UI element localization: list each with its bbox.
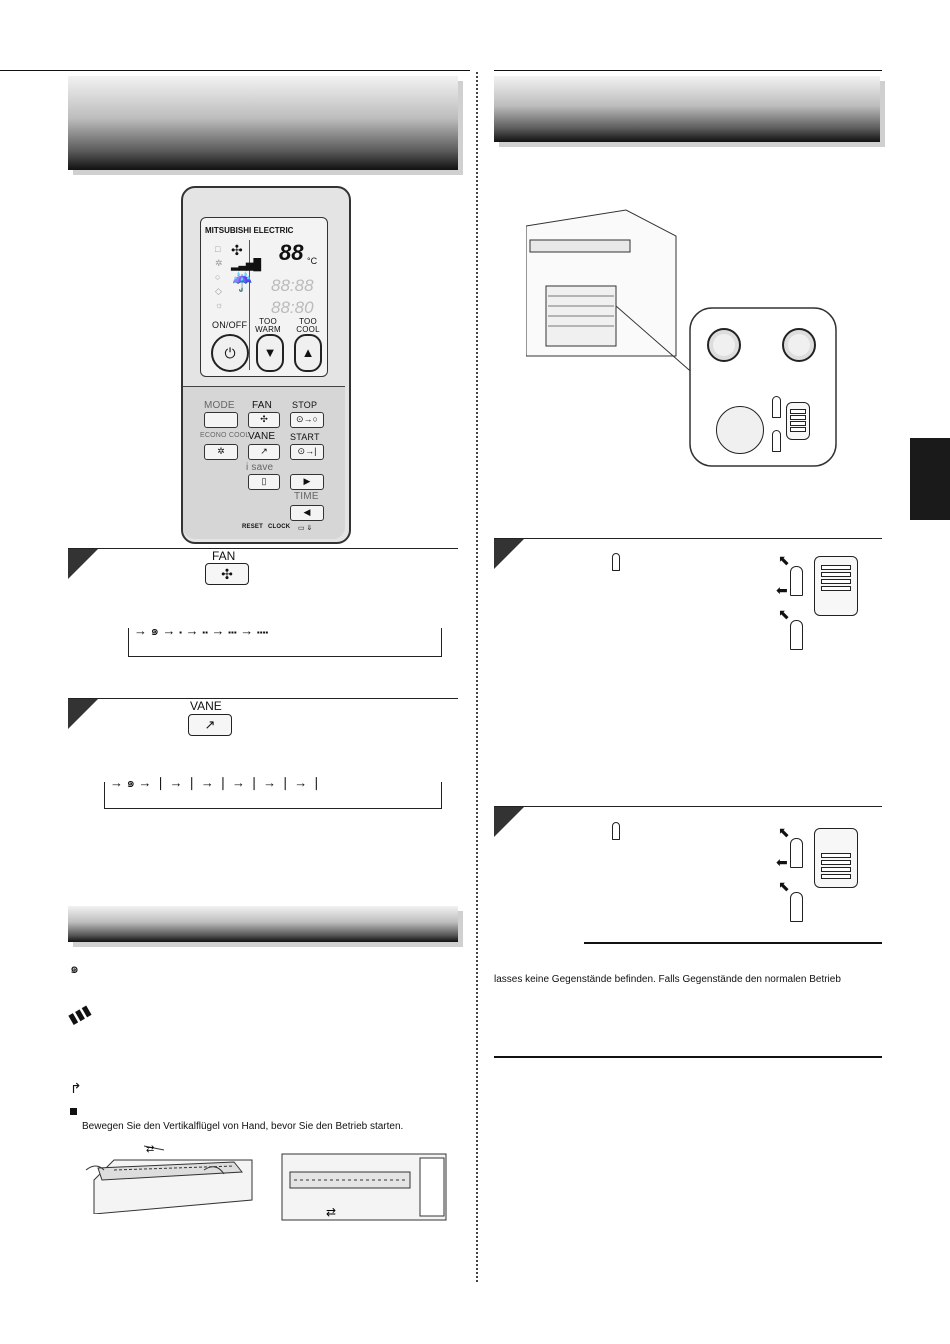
top-rule [0,70,470,71]
fan-bars-2-icon: ▪▪ [202,628,208,637]
vane-switch-down [814,828,858,888]
on-off-label: ON/OFF [212,320,248,330]
too-warm-label: TOO WARM [255,317,281,334]
caution-rule-bottom [494,1056,882,1058]
auto-swirl-icon: ๑ [126,775,135,790]
vane-shape-icon [790,892,803,922]
fan-bars-lcd-icon: ▂▃▅█ [231,259,261,271]
arrow-left-icon: ⬅ [776,582,788,598]
vane-pos-2-icon: ❘ [186,775,198,790]
vane-pos-5-icon: ❘ [279,775,291,790]
arrow-icon: → [294,775,308,790]
vane-pos-1-icon: ❘ [155,775,167,790]
manual-vane-text: Bewegen Sie den Vertikalflügel von Hand, bevor Sie den Betrieb starten. [82,1121,404,1132]
arrow-up-left-icon: ⬉ [778,878,790,894]
i-save-label: i save [246,462,274,473]
temp-unit: °C [307,256,318,266]
column-divider [476,72,478,1282]
indicator-lamp-left [707,328,741,362]
vane-down-icon [772,430,781,452]
vane-switch-up [814,556,858,616]
right-step1-marker [494,539,524,569]
econo-cool-button[interactable]: ✲ [204,444,238,460]
caution-text: lasses keine Gegenstände befinden. Falls Gegenstände den normalen Betrieb [494,974,841,985]
too-cool-button[interactable]: ▲ [294,334,322,372]
fan-bars-1-icon: ▪ [179,628,182,637]
time-up-button[interactable]: ▶ [290,474,324,490]
too-warm-button[interactable]: ▼ [256,334,284,372]
temp-readout: 88 [279,240,304,265]
fan-key[interactable]: ✣ [205,563,249,585]
auto-swirl-icon: ๑ [70,960,79,976]
i-save-button[interactable]: ▯ [248,474,280,490]
step1-rule [68,548,458,549]
vane-key-caption: VANE [190,699,222,713]
vane-label: VANE [248,431,276,442]
top-rule-right [494,70,882,71]
right-step2-rule [494,806,882,807]
mode-icons-column: □ ✲ ○ ◇ ☼ [215,244,224,310]
unit-illustration-left [84,1140,258,1214]
arrow-icon: → [138,775,152,790]
arrow-icon: → [240,623,254,638]
timer-readout-1: 88:88 [271,276,314,295]
language-tab [910,438,950,520]
battery-icon: ▭ ⇓ [298,525,313,532]
section-banner-manual [494,76,880,142]
fan-bars-icon: ▮▮▮ [65,1001,94,1027]
svg-text:⇄: ⇄ [146,1144,155,1155]
step1-marker [68,549,98,579]
bullet-square-icon [70,1108,77,1115]
caution-rule-top [584,942,882,944]
on-off-button[interactable]: ⏻ [211,334,249,372]
arrow-icon: → [263,775,277,790]
reset-label: RESET [242,524,264,530]
svg-text:⇄: ⇄ [326,1205,337,1219]
vane-key[interactable]: ↗ [188,714,232,736]
arrow-icon: → [231,775,245,790]
vane-switch[interactable] [786,402,810,440]
fan-bars-3-icon: ▪▪▪ [228,628,237,637]
section-banner-notes [68,906,458,942]
vane-shape-icon [790,838,803,868]
vane-position-icon [612,553,620,571]
right-step1-rule [494,538,882,539]
econo-cool-label: ECONO COOL [200,432,250,439]
vane-icon: ↱ [70,1080,82,1096]
vane-lcd-icon: ☔ [231,272,254,292]
arrow-icon: → [200,775,214,790]
arrow-icon: → [162,623,176,638]
fan-key-caption: FAN [212,549,236,563]
arrow-icon: → [211,623,225,638]
vane-up-icon [772,396,781,418]
fan-bars-4-icon: ▪▪▪▪ [256,628,269,637]
arrow-left-icon: ⬅ [776,854,788,870]
vane-pos-3-icon: ❘ [217,775,229,790]
step2-marker [68,699,98,729]
stop-label: STOP [292,400,318,410]
fan-lcd-icon: ✣ [231,242,243,258]
too-cool-label: TOO COOL [296,317,320,334]
mode-label: MODE [204,400,235,411]
vane-sequence [110,772,440,793]
fan-button[interactable]: ✣ [248,412,280,428]
arrow-up-left-icon: ⬉ [778,552,790,568]
arrow-icon: → [185,623,199,638]
receiver-window [716,406,764,454]
unit-illustration-right [280,1150,448,1230]
brand-logo: MITSUBISHI ELECTRIC [205,226,294,235]
arrow-icon: → [134,623,147,638]
auto-swirl-icon: ๑ [150,623,159,638]
mode-button[interactable] [204,412,238,428]
fan-label: FAN [252,400,273,411]
vane-button[interactable]: ↗ [248,444,280,460]
start-button[interactable]: ⊙→| [290,444,324,460]
arrow-icon: → [110,775,123,790]
fan-sequence [134,620,444,641]
indicator-lamp-right [782,328,816,362]
arrow-icon: → [169,775,183,790]
right-step2-marker [494,807,524,837]
clock-label: CLOCK [268,524,291,530]
vane-pos-4-icon: ❘ [248,775,260,790]
stop-button[interactable]: ⊙→○ [290,412,324,428]
vane-shape-icon [790,620,803,650]
vane-position-icon [612,822,620,840]
arrow-up-left-icon: ⬉ [778,606,790,622]
section-banner-fan-vane [68,76,458,170]
start-label: START [290,432,320,442]
time-down-button[interactable]: ◀ [290,505,324,521]
timer-readout-2: 88:80 [271,298,314,317]
vane-shape-icon [790,566,803,596]
step2-rule [68,698,458,699]
time-label: TIME [294,491,319,502]
arrow-up-left-icon: ⬉ [778,824,790,840]
swing-icon: ❘ [310,775,322,790]
